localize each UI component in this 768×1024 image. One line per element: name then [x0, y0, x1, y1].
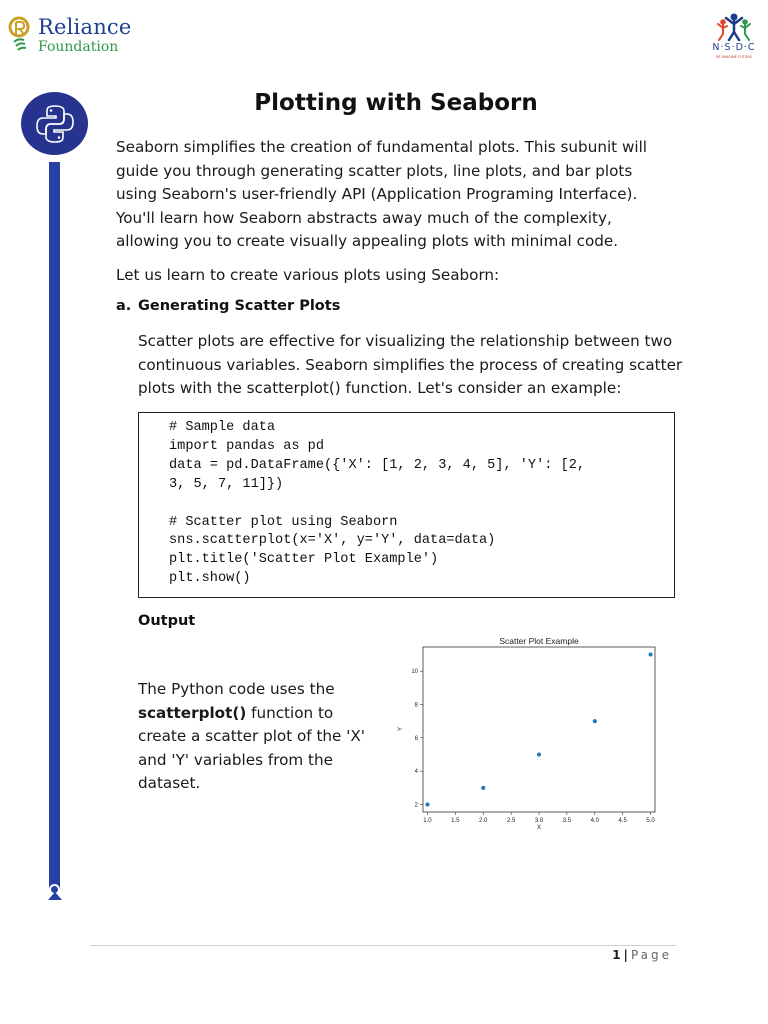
section-a-heading [116, 298, 340, 314]
code-text: # Sample data import pandas as pd data = pd.DataFrame({'X': [1, 2, 3, 4, 5], 'Y': [2, 3, 5, 7, 11]}) # Scatter plot using Seaborn sns.scatterplot(x='X', y='Y', data=data) plt.title('Scatter Plot Example') plt.show() [169, 420, 586, 587]
timeline-bar [49, 162, 60, 890]
y-tick-label: 4 [414, 769, 418, 776]
python-logo-icon [35, 103, 75, 145]
timeline-arrow-icon [48, 892, 62, 900]
y-tick-label: 10 [411, 669, 418, 676]
nsdc-figures-icon [704, 12, 764, 42]
y-tick-label: 8 [414, 702, 418, 709]
y-tick-label: 2 [414, 802, 418, 809]
output-heading: Output [138, 613, 196, 629]
x-tick-label: 2.5 [506, 818, 516, 824]
explain-pre: The Python code uses the [138, 680, 335, 698]
lead-paragraph: Let us learn to create various plots using Seaborn: [116, 266, 500, 284]
scatter-point [425, 803, 429, 807]
page-word: Page [630, 948, 672, 962]
scatter-point [593, 719, 597, 723]
page-title: Plotting with Seaborn [254, 90, 538, 116]
reliance-name: Reliance [38, 15, 132, 39]
x-tick-label: 3.5 [562, 818, 572, 824]
explain-post: function to create a scatter plot of the 'X' and 'Y' variables from the dataset. [138, 703, 365, 793]
scatter-point [537, 753, 541, 757]
x-tick-label: 1.5 [451, 818, 460, 824]
footer-separator: | [623, 948, 628, 962]
nsdc-tagline: RE IMAGINE FUTURE [716, 55, 752, 59]
reliance-r-mark-icon [8, 16, 36, 56]
scatter-point [649, 653, 653, 657]
section-a-letter: a. [116, 298, 132, 314]
scatter-point [481, 786, 485, 790]
scatter-chart [393, 632, 663, 832]
reliance-subname: Foundation [38, 39, 119, 55]
section-a-body: Scatter plots are effective for visualizing the relationship between two continuous variables. Seaborn simplifies the process of creating scatter plots with the scatterplot() function. Let's consider an example: [138, 332, 683, 398]
page-number: 1 [612, 948, 621, 962]
x-tick-label: 3.0 [534, 818, 544, 824]
nsdc-logo [704, 12, 764, 64]
x-tick-label: 1.0 [423, 818, 432, 824]
x-tick-label: 4.0 [590, 818, 599, 824]
y-tick-label: 6 [414, 735, 418, 742]
chart-xlabel: X [536, 825, 542, 831]
explain-bold: scatterplot() [138, 703, 247, 722]
page-footer [560, 948, 672, 962]
chart-ylabel: Y [398, 726, 404, 732]
python-badge [21, 92, 88, 155]
nsdc-name: N·S·D·C [712, 42, 756, 53]
code-block [138, 412, 675, 598]
x-tick-label: 5.0 [646, 818, 655, 824]
reliance-foundation-logo [8, 14, 138, 60]
x-tick-label: 4.5 [618, 818, 627, 824]
section-a-title: Generating Scatter Plots [138, 298, 341, 314]
x-tick-label: 2.0 [479, 818, 488, 824]
chart-title: Scatter Plot Example [499, 636, 579, 646]
footer-rule [90, 945, 676, 946]
intro-paragraph: Seaborn simplifies the creation of fundamental plots. This subunit will guide you through generating scatter plots, line plots, and bar plots using Seaborn's user-friendly API (Application Programing Interface). You'll learn how Seaborn abstracts away much of the complexity, allowing you to create visually appealing plots with minimal code. [116, 138, 648, 251]
output-explanation [138, 678, 378, 796]
